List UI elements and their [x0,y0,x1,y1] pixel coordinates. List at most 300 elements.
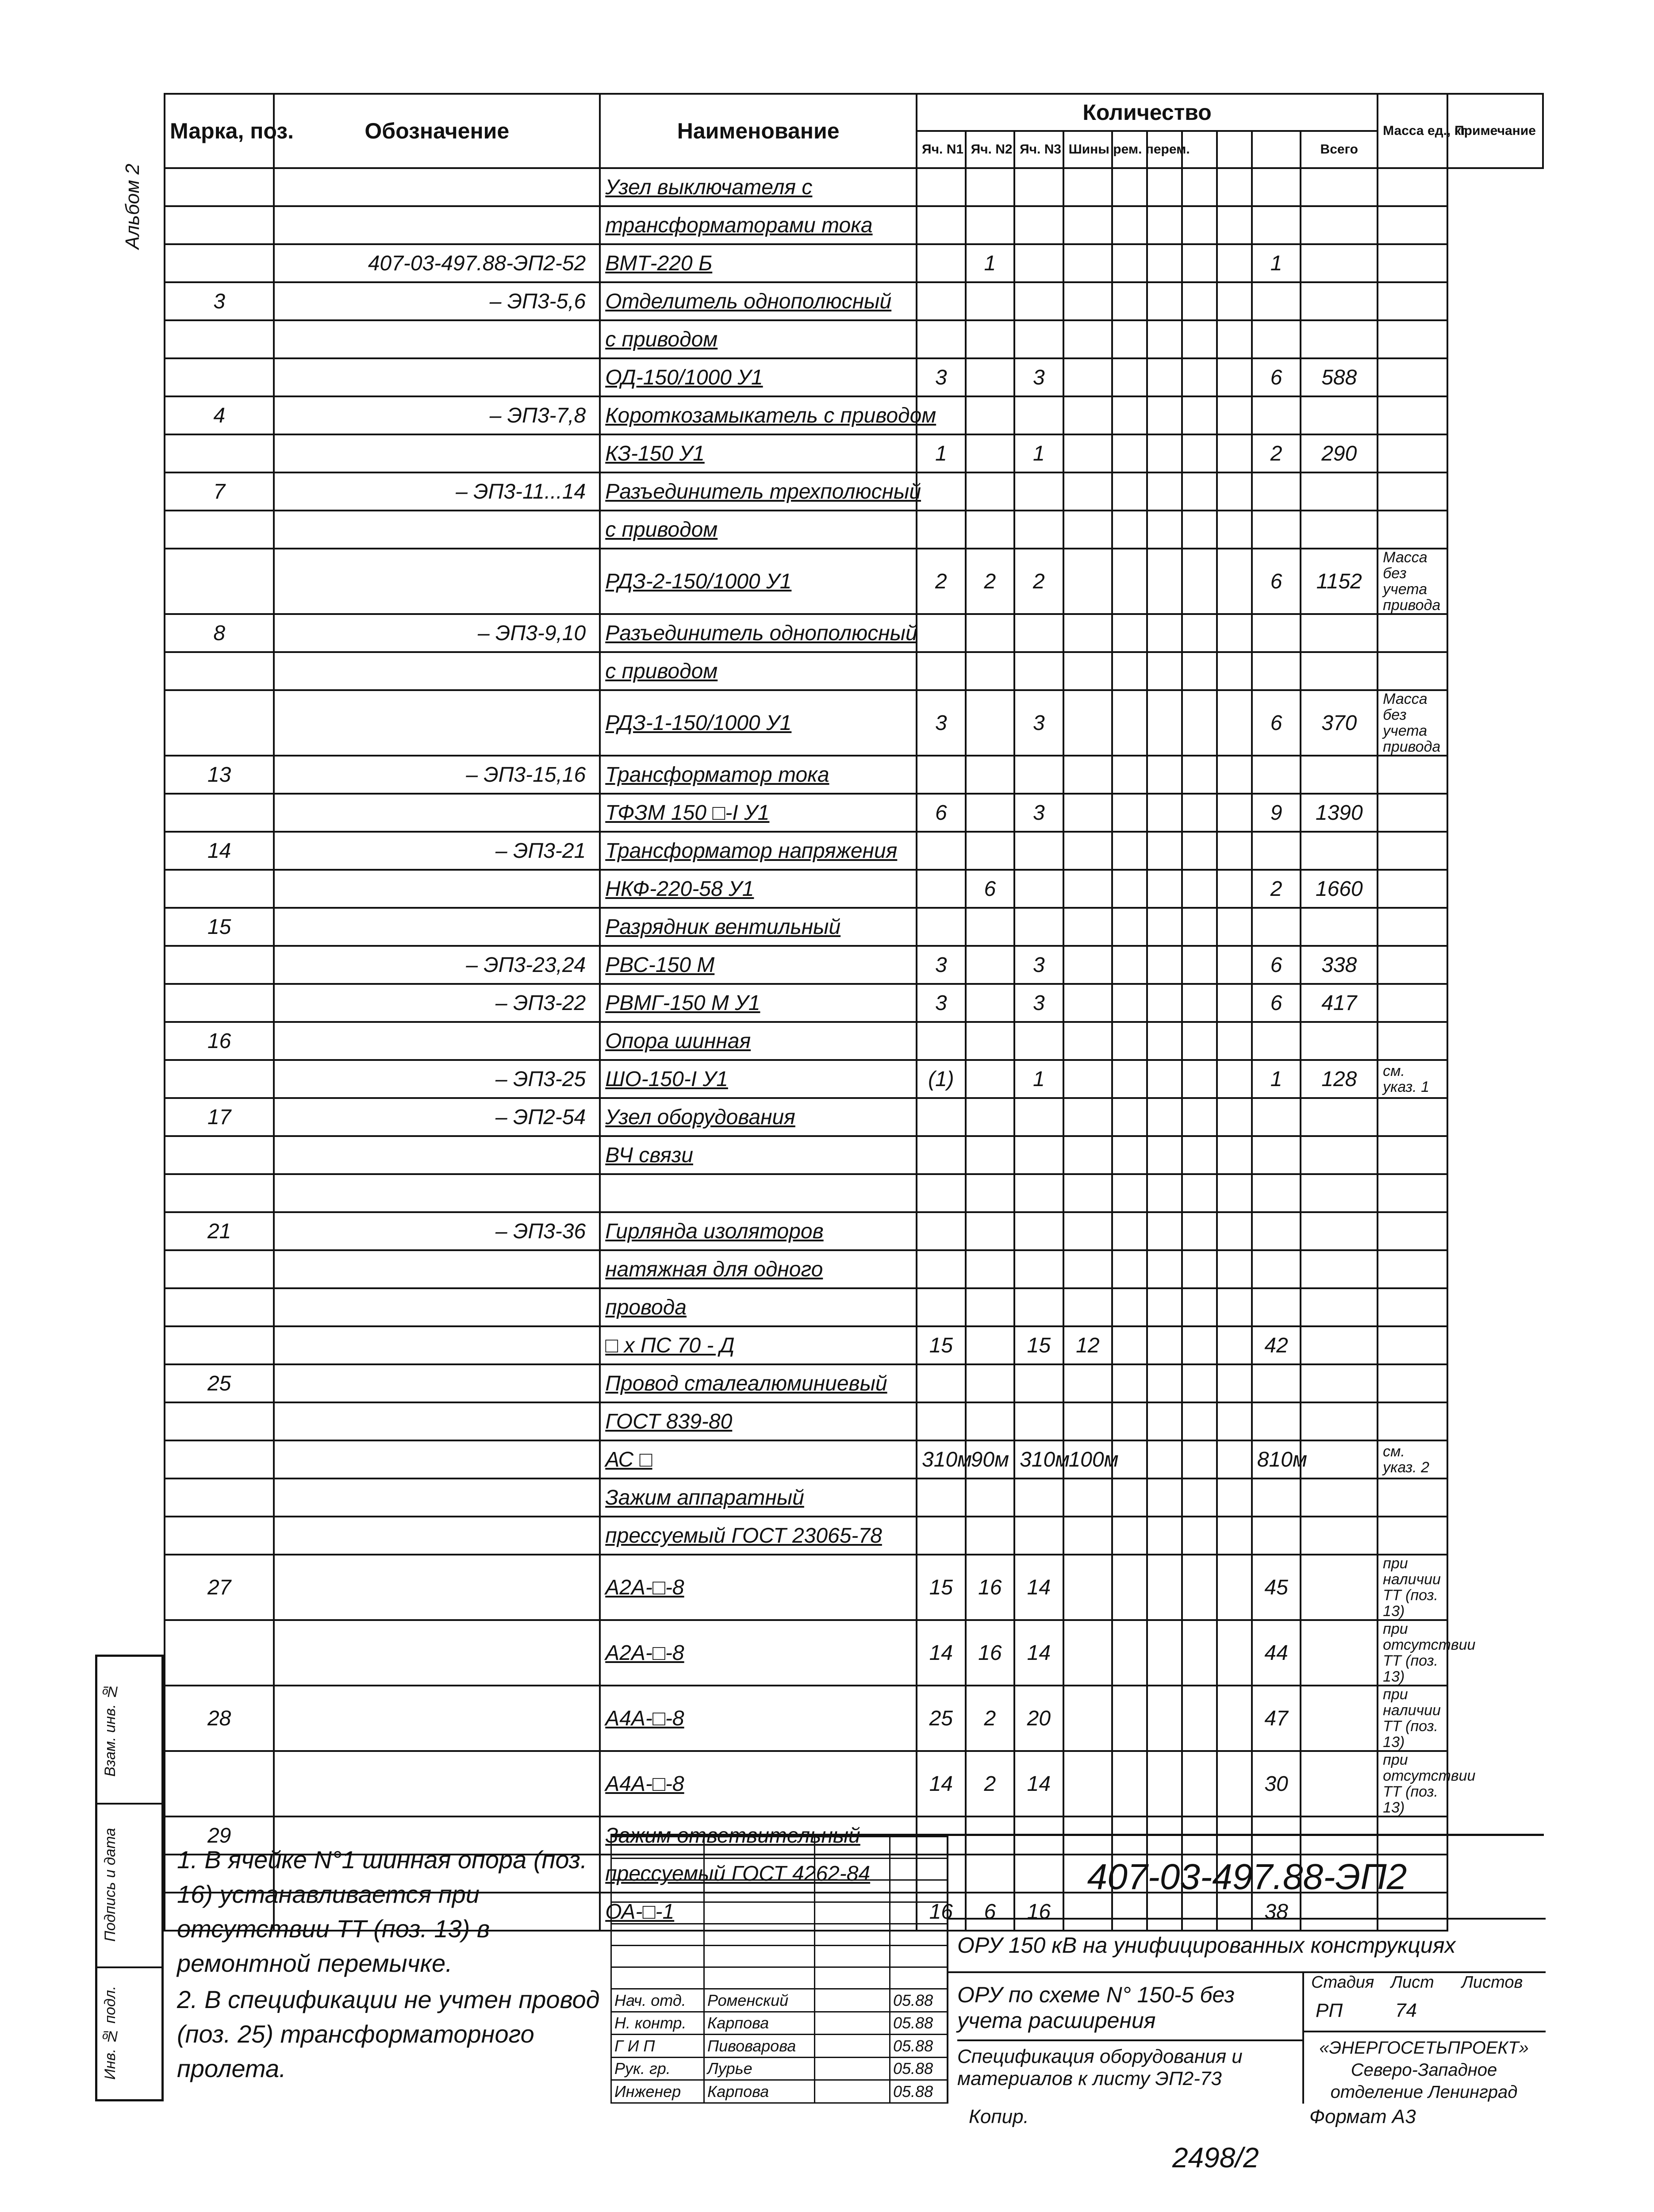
empty-cell [1112,870,1147,908]
cell-name: Отделитель однополюсный [600,282,917,320]
cell-q1 [917,652,966,690]
cell-name: ВЧ связи [600,1136,917,1174]
empty-cell [1182,396,1217,434]
cell-q4 [1063,1751,1113,1816]
cell-q4 [1063,1479,1113,1517]
cell-total: 810м [1252,1440,1301,1479]
table-row [165,794,1543,832]
empty-cell [1112,282,1147,320]
empty-cell [1217,1517,1252,1555]
cell-q4 [1063,690,1113,756]
side-stamp [95,1655,164,2101]
cell-q3: 3 [1014,946,1063,984]
empty-cell [1112,1174,1147,1212]
cell-mass [1301,320,1378,358]
cell-name: Разрядник вентильный [600,908,917,946]
cell-q3 [1014,511,1063,549]
cell-total [1252,206,1301,244]
empty-cell [1147,946,1182,984]
cell-name: натяжная для одного [600,1250,917,1288]
cell-desig [274,1402,600,1440]
cell-total: 30 [1252,1751,1301,1816]
header-designation: Обозначение [274,94,600,168]
cell-q2 [966,794,1015,832]
sheet-value: 74 [1395,2000,1417,2021]
table-row [165,1174,1543,1212]
cell-note [1378,1402,1447,1440]
cell-desig: – ЭП3-7,8 [274,396,600,434]
cell-q4 [1063,1517,1113,1555]
cell-q3 [1014,1402,1063,1440]
empty-cell [1182,984,1217,1022]
cell-name: Узел оборудования [600,1098,917,1136]
cell-q2 [966,652,1015,690]
empty-cell [1147,1326,1182,1364]
empty-cell [1182,614,1217,652]
cell-desig [274,511,600,549]
cell-name: РДЗ-1-150/1000 У1 [600,690,917,756]
empty-cell [1147,1288,1182,1326]
cell-name: Трансформатор напряжения [600,832,917,870]
empty-cell [1217,614,1252,652]
table-row [165,320,1543,358]
cell-total [1252,472,1301,511]
empty-cell [1182,1686,1217,1751]
cell-q2 [966,946,1015,984]
table-row [165,946,1543,984]
cell-total: 6 [1252,358,1301,396]
cell-mass: 290 [1301,434,1378,472]
cell-q3 [1014,1479,1063,1517]
cell-note [1378,358,1447,396]
cell-name: прессуемый ГОСТ 4262-84 [600,1855,917,1893]
cell-q1 [917,1479,966,1517]
cell-q3 [1014,1174,1063,1212]
title-right [947,1836,1546,2104]
empty-cell [1217,244,1252,282]
header-q3: Яч. N3 [1014,131,1063,168]
cell-note [1378,511,1447,549]
sig-date: 05.88 [890,1989,948,2012]
cell-q4: 100м [1063,1440,1113,1479]
cell-note [1378,832,1447,870]
cell-q2 [966,1136,1015,1174]
empty-cell [1112,1250,1147,1288]
empty-cell [1217,206,1252,244]
cell-q1: 310м [917,1440,966,1479]
cell-q3 [1014,756,1063,794]
empty-cell [1147,244,1182,282]
cell-name: Разъединитель трехполюсный [600,472,917,511]
empty-cell [1112,1555,1147,1620]
empty-cell [1112,946,1147,984]
cell-mark [165,1751,274,1816]
empty-cell [1147,1136,1182,1174]
cell-name: с приводом [600,511,917,549]
empty-cell [1182,1022,1217,1060]
cell-q3: 15 [1014,1326,1063,1364]
sig-name: Карпова [704,2080,815,2103]
empty-cell [1217,1479,1252,1517]
cell-desig [274,434,600,472]
cell-name: А4А-□-8 [600,1686,917,1751]
empty-cell [1217,908,1252,946]
sig-date: 05.88 [890,2057,948,2080]
cell-desig [274,549,600,614]
cell-name: ВМТ-220 Б [600,244,917,282]
empty-cell [1112,690,1147,756]
cell-mass: 1390 [1301,794,1378,832]
empty-cell [1217,832,1252,870]
empty-cell [1147,984,1182,1022]
cell-name: прессуемый ГОСТ 23065-78 [600,1517,917,1555]
cell-q3: 310м [1014,1440,1063,1479]
cell-name: РДЗ-2-150/1000 У1 [600,549,917,614]
cell-q1 [917,1250,966,1288]
cell-name: ОД-150/1000 У1 [600,358,917,396]
cell-mass [1301,206,1378,244]
cell-total [1252,652,1301,690]
cell-mark: 17 [165,1098,274,1136]
cell-q1 [917,1022,966,1060]
cell-mark: 14 [165,832,274,870]
title-block [610,1834,1544,2104]
cell-name: Разъединитель однополюсный [600,614,917,652]
cell-mass [1301,1479,1378,1517]
cell-q1: 3 [917,946,966,984]
cell-q1 [917,206,966,244]
cell-note: при наличии ТТ (поз. 13) [1378,1686,1447,1751]
copied-label: Копир. [969,2106,1029,2128]
empty-cell [1217,870,1252,908]
cell-mark [165,1326,274,1364]
cell-name: РВМГ-150 М У1 [600,984,917,1022]
cell-mass [1301,1440,1378,1479]
cell-desig [274,1620,600,1686]
cell-note [1378,1364,1447,1402]
cell-q4 [1063,794,1113,832]
cell-mass: 370 [1301,690,1378,756]
cell-mass [1301,1212,1378,1250]
cell-mark [165,1440,274,1479]
table-row [165,1479,1543,1517]
cell-q3: 1 [1014,434,1063,472]
stage-value: РП [1316,2000,1343,2021]
signature-grid [610,1836,948,2104]
cell-q2: 16 [966,1555,1015,1620]
cell-total: 6 [1252,946,1301,984]
cell-note [1378,320,1447,358]
cell-q2 [966,1364,1015,1402]
empty-cell [1217,320,1252,358]
cell-total [1252,756,1301,794]
cell-total: 45 [1252,1555,1301,1620]
cell-q4: 12 [1063,1326,1113,1364]
cell-q2: 90м [966,1440,1015,1479]
cell-mass [1301,1555,1378,1620]
cell-total: 6 [1252,984,1301,1022]
cell-desig [274,168,600,206]
empty-cell [1147,168,1182,206]
cell-mass [1301,168,1378,206]
empty-cell [1217,434,1252,472]
empty-cell [1182,472,1217,511]
cell-mark [165,652,274,690]
empty-cell [1147,206,1182,244]
table-row [165,908,1543,946]
empty-cell [1112,168,1147,206]
empty-cell [1182,870,1217,908]
empty-cell [1182,1060,1217,1098]
cell-q3: 3 [1014,984,1063,1022]
cell-q3: 14 [1014,1751,1063,1816]
cell-total: 1 [1252,244,1301,282]
cell-name: с приводом [600,652,917,690]
cell-desig: – ЭП3-15,16 [274,756,600,794]
cell-q1 [917,320,966,358]
table-row [165,511,1543,549]
cell-mark [165,1402,274,1440]
empty-cell [1182,206,1217,244]
empty-cell [1112,1288,1147,1326]
cell-note [1378,244,1447,282]
cell-q4 [1063,1620,1113,1686]
empty-cell [1182,244,1217,282]
stamp-sign-date: Подпись и дата [102,1828,119,1942]
spec-table [164,93,1544,1932]
empty-cell [1217,1440,1252,1479]
cell-q2 [966,756,1015,794]
empty-cell [1182,756,1217,794]
cell-q3: 1 [1014,1060,1063,1098]
empty-cell [1217,472,1252,511]
cell-name: провода [600,1288,917,1326]
table-row [165,282,1543,320]
empty-cell [1112,1479,1147,1517]
cell-q4 [1063,984,1113,1022]
empty-cell [1182,1620,1217,1686]
cell-q1: 15 [917,1326,966,1364]
cell-desig: – ЭП3-5,6 [274,282,600,320]
cell-mass: 417 [1301,984,1378,1022]
document-code: 407-03-497.88-ЭП2 [948,1836,1546,1920]
empty-cell [1182,1517,1217,1555]
cell-mark: 21 [165,1212,274,1250]
empty-cell [1147,908,1182,946]
cell-note [1378,1212,1447,1250]
cell-mass: 128 [1301,1060,1378,1098]
cell-q2: 16 [966,1620,1015,1686]
empty-cell [1147,320,1182,358]
cell-q2: 1 [966,244,1015,282]
cell-name: ГОСТ 839-80 [600,1402,917,1440]
cell-q1: 1 [917,434,966,472]
empty-cell [1217,282,1252,320]
empty-cell [1147,614,1182,652]
empty-cell [1217,168,1252,206]
empty-cell [1147,1098,1182,1136]
cell-q1 [917,1174,966,1212]
cell-mark [165,206,274,244]
cell-desig: – ЭП3-21 [274,832,600,870]
cell-q3 [1014,652,1063,690]
empty-cell [1217,1555,1252,1620]
table-row [165,1022,1543,1060]
cell-q1: 2 [917,549,966,614]
cell-desig: – ЭП3-22 [274,984,600,1022]
empty-cell [1182,1751,1217,1816]
cell-total [1252,614,1301,652]
cell-desig: 407-03-497.88-ЭП2-52 [274,244,600,282]
cell-mass [1301,832,1378,870]
header-total: Всего [1301,131,1378,168]
cell-total [1252,396,1301,434]
sig-date: 05.88 [890,2035,948,2058]
cell-note [1378,206,1447,244]
header-empty [1217,131,1252,168]
cell-q1: 3 [917,690,966,756]
cell-name: Провод сталеалюминиевый [600,1364,917,1402]
empty-cell [1182,1288,1217,1326]
cell-mark [165,1136,274,1174]
empty-cell [1217,1402,1252,1440]
cell-q2: 2 [966,549,1015,614]
table-row [165,1098,1543,1136]
empty-cell [1147,396,1182,434]
cell-desig [274,358,600,396]
cell-desig [274,1479,600,1517]
cell-total [1252,1250,1301,1288]
cell-q2 [966,282,1015,320]
cell-desig [274,1686,600,1751]
cell-q3 [1014,472,1063,511]
sig-role: Г И П [611,2035,704,2058]
table-row [165,1212,1543,1250]
cell-mark: 4 [165,396,274,434]
cell-mark [165,1250,274,1288]
cell-mass [1301,756,1378,794]
empty-cell [1112,1620,1147,1686]
cell-q1 [917,908,966,946]
table-row [165,1686,1543,1751]
empty-cell [1147,1060,1182,1098]
table-row [165,832,1543,870]
empty-cell [1112,614,1147,652]
cell-mark: 28 [165,1686,274,1751]
cell-desig [274,1751,600,1816]
cell-note: Масса без учета привода [1378,549,1447,614]
empty-cell [1112,756,1147,794]
cell-q4 [1063,1555,1113,1620]
cell-note [1378,984,1447,1022]
empty-cell [1182,1174,1217,1212]
cell-total [1252,908,1301,946]
cell-q1 [917,472,966,511]
empty-cell [1217,984,1252,1022]
cell-q4 [1063,1288,1113,1326]
cell-q3 [1014,206,1063,244]
empty-cell [1182,908,1217,946]
cell-name: Трансформатор тока [600,756,917,794]
cell-name: Зажим аппаратный [600,1479,917,1517]
cell-note [1378,908,1447,946]
cell-q1 [917,1517,966,1555]
sig-role: Нач. отд. [611,1989,704,2012]
stage-block [1302,1973,1546,2031]
cell-mass [1301,1098,1378,1136]
cell-mark [165,690,274,756]
empty-cell [1147,472,1182,511]
cell-mass [1301,1288,1378,1326]
cell-name: КЗ-150 У1 [600,434,917,472]
cell-note [1378,946,1447,984]
cell-q3: 14 [1014,1620,1063,1686]
empty-cell [1217,756,1252,794]
cell-q4 [1063,396,1113,434]
table-row [165,1555,1543,1620]
table-row [165,1364,1543,1402]
cell-q2 [966,1517,1015,1555]
cell-q1: (1) [917,1060,966,1098]
cell-q3 [1014,908,1063,946]
cell-desig [274,690,600,756]
cell-desig [274,1326,600,1364]
cell-q3: 2 [1014,549,1063,614]
empty-cell [1112,549,1147,614]
cell-q1 [917,832,966,870]
cell-q4 [1063,282,1113,320]
table-row [165,756,1543,794]
empty-cell [1112,1136,1147,1174]
empty-cell [1147,1250,1182,1288]
cell-desig [274,908,600,946]
cell-mass [1301,1364,1378,1402]
cell-q3: 3 [1014,690,1063,756]
cell-desig: – ЭП3-23,24 [274,946,600,984]
sheet-label: Лист [1391,1973,1434,1992]
cell-q3 [1014,320,1063,358]
cell-name: ШО-150-I У1 [600,1060,917,1098]
empty-cell [1147,756,1182,794]
cell-mass: 1152 [1301,549,1378,614]
empty-cell [1147,652,1182,690]
cell-total [1252,282,1301,320]
cell-name: трансформаторами тока [600,206,917,244]
cell-mass [1301,652,1378,690]
cell-q4 [1063,614,1113,652]
cell-mass: 588 [1301,358,1378,396]
empty-cell [1147,1402,1182,1440]
empty-cell [1182,1326,1217,1364]
cell-q1 [917,870,966,908]
cell-desig [274,1288,600,1326]
cell-mark [165,870,274,908]
cell-mass [1301,282,1378,320]
cell-q4 [1063,434,1113,472]
organization: «ЭНЕРГОСЕТЬПРОЕКТ» Северо-Западное отделение Ленинград [1302,2031,1546,2104]
cell-q1: 3 [917,984,966,1022]
empty-cell [1147,794,1182,832]
empty-cell [1217,794,1252,832]
cell-mark: 16 [165,1022,274,1060]
cell-name: Короткозамыкатель с приводом [600,396,917,434]
cell-note [1378,756,1447,794]
cell-q3 [1014,1098,1063,1136]
cell-q3 [1014,1517,1063,1555]
cell-mass [1301,1686,1378,1751]
cell-q4 [1063,1364,1113,1402]
empty-cell [1112,1517,1147,1555]
